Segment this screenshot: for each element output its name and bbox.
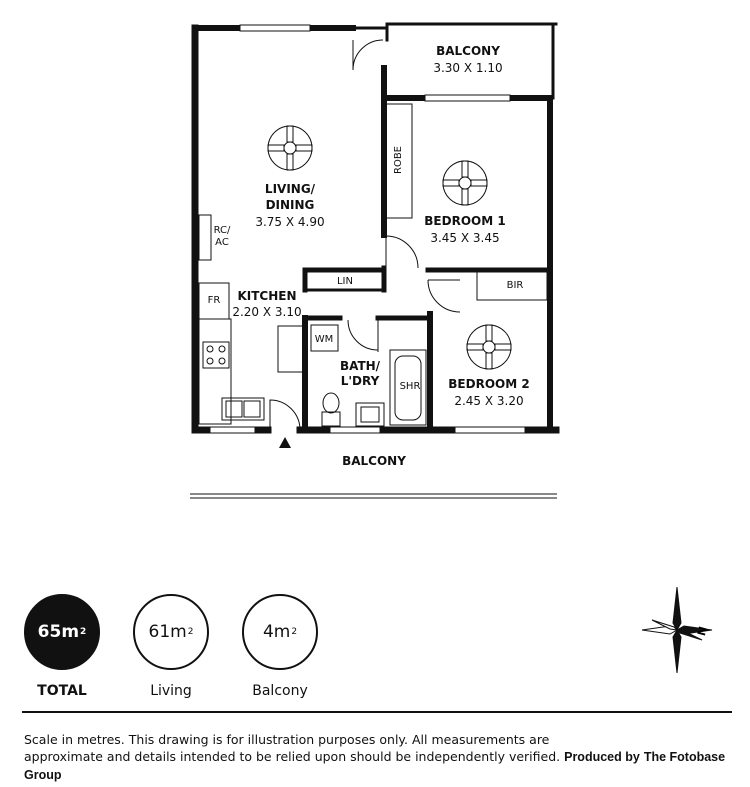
compass-icon: [640, 585, 714, 675]
robe-label: ROBE: [393, 146, 404, 174]
balcony-top-name: BALCONY: [436, 44, 500, 58]
kitchen-dims: 2.20 X 3.10: [232, 305, 302, 319]
lin-label: LIN: [336, 276, 354, 287]
produced-by-label: Produced by: [564, 750, 640, 764]
bedroom2-name: BEDROOM 2: [448, 377, 530, 391]
disclaimer-line-2-text: approximate and details intended to be relied upon should be independently verified.: [24, 749, 561, 764]
compass-north-letter: N: [695, 624, 710, 638]
balcony-area-badge: [242, 594, 318, 670]
shr-label: SHR: [399, 381, 421, 392]
total-area-badge: [24, 594, 100, 670]
total-area-label: TOTAL: [37, 683, 87, 699]
bedroom2-dims: 2.45 X 3.20: [454, 394, 524, 408]
living-name-2: DINING: [265, 198, 315, 212]
kitchen-name: KITCHEN: [237, 289, 297, 303]
balcony-area-label: Balcony: [252, 683, 308, 699]
company-name: The Fotobase Group: [24, 750, 726, 782]
rcac-label-1: RC/: [213, 225, 231, 236]
bedroom1-name: BEDROOM 1: [424, 214, 506, 228]
balcony-bottom-name: BALCONY: [342, 454, 406, 468]
balcony-top-dims: 3.30 X 1.10: [433, 61, 503, 75]
disclaimer-line-1: Scale in metres. This drawing is for illustration purposes only. All measurements are: [24, 732, 550, 747]
balcony-railing: [190, 494, 557, 498]
fr-label: FR: [207, 295, 221, 306]
living-dims: 3.75 X 4.90: [255, 215, 325, 229]
balcony-area-value: 4m: [262, 622, 291, 642]
rcac-label-2: AC: [215, 237, 229, 248]
living-area-value: 61m: [148, 622, 187, 642]
bath-name-1: BATH/: [339, 359, 381, 373]
living-name-1: LIVING/: [264, 182, 316, 196]
bir-label: BIR: [506, 280, 524, 291]
wm-label: WM: [314, 334, 334, 345]
living-area-label: Living: [150, 683, 192, 699]
disclaimer-line-2: [24, 748, 734, 784]
balcony-area-sup: 2: [291, 627, 298, 637]
total-area-value: 65m: [37, 622, 80, 642]
living-area-sup: 2: [187, 627, 194, 637]
entry-arrow-icon: [279, 437, 291, 448]
bedroom1-dims: 3.45 X 3.45: [430, 231, 500, 245]
living-area-badge: [133, 594, 209, 670]
disclaimer: [24, 731, 734, 784]
footer-divider: [22, 711, 732, 713]
total-area-sup: 2: [80, 627, 87, 637]
bath-name-2: L'DRY: [340, 374, 380, 388]
